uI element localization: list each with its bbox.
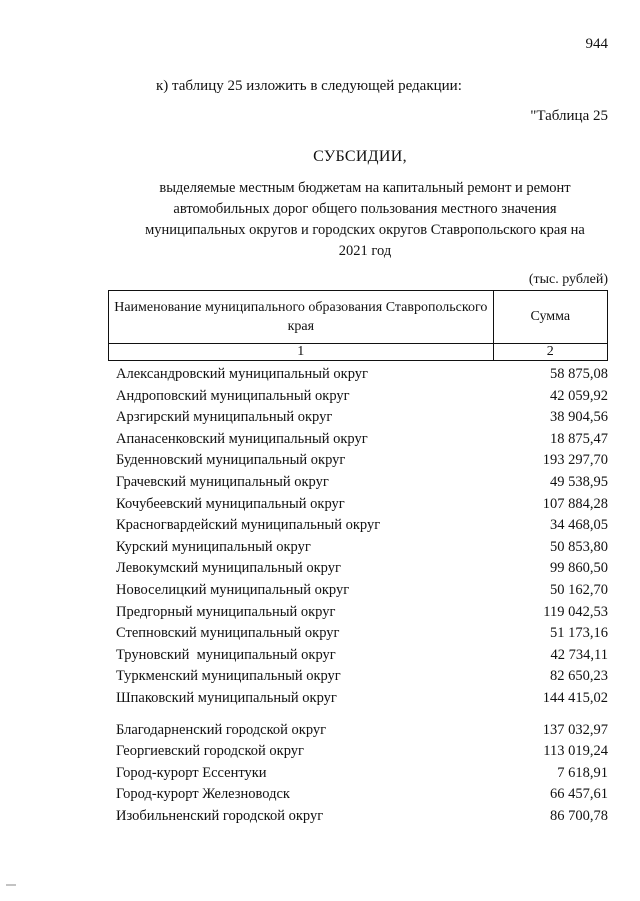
row-value: 34 468,05	[550, 517, 608, 534]
table-row	[116, 515, 610, 537]
row-name: Степновский муниципальный округ	[116, 625, 340, 642]
document-subtitle: выделяемые местным бюджетам на капитальный ремонт и ремонт автомобильных дорог общего пользования местного значения муниципальных округов и городских округов Ставропольского края на 2021 год	[145, 180, 585, 259]
table-row	[116, 386, 610, 408]
row-name: Андроповский муниципальный округ	[116, 387, 350, 404]
row-name: Красногвардейский муниципальный округ	[116, 517, 381, 534]
row-value: 86 700,78	[550, 807, 608, 824]
table-row	[116, 688, 610, 710]
row-name: Кочубеевский муниципальный округ	[116, 495, 345, 512]
row-value: 49 538,95	[550, 473, 608, 490]
column-number-1: 1	[109, 344, 494, 361]
row-name: Апанасенковский муниципальный округ	[116, 430, 368, 447]
row-name: Александровский муниципальный округ	[116, 366, 368, 382]
table-row	[116, 537, 610, 559]
table-row	[116, 429, 610, 451]
row-name: Грачевский муниципальный округ	[116, 473, 329, 490]
row-value: 50 853,80	[550, 538, 608, 555]
table-row	[116, 364, 610, 386]
scan-artifact	[6, 884, 16, 886]
row-name: Туркменский муниципальный округ	[116, 668, 341, 685]
page-number: 944	[585, 36, 608, 52]
row-value: 66 457,61	[550, 786, 608, 803]
row-value: 7 618,91	[557, 764, 608, 781]
column-number-2: 2	[493, 344, 607, 361]
row-value: 107 884,28	[542, 495, 608, 512]
document-title: СУБСИДИИ,	[313, 148, 407, 165]
table-caption: "Таблица 25	[530, 108, 608, 124]
table-body	[116, 364, 610, 827]
row-name: Буденновский муниципальный округ	[116, 452, 346, 469]
table-row	[116, 623, 610, 645]
row-name: Георгиевский городской округ	[116, 743, 304, 760]
row-name: Труновский муниципальный округ	[116, 646, 336, 663]
table-row	[116, 494, 610, 516]
row-value: 58 875,08	[550, 366, 608, 382]
table-row	[116, 720, 610, 742]
row-name: Предгорный муниципальный округ	[116, 603, 336, 620]
table-row	[116, 602, 610, 624]
table-row	[116, 763, 610, 785]
row-value: 113 019,24	[543, 743, 608, 760]
row-name: Арзгирский муниципальный округ	[116, 409, 333, 426]
row-name: Город-курорт Ессентуки	[116, 764, 267, 781]
row-value: 99 860,50	[550, 560, 608, 577]
row-value: 42 059,92	[550, 387, 608, 404]
row-value: 144 415,02	[542, 689, 608, 706]
table-row	[116, 645, 610, 667]
row-value: 82 650,23	[550, 668, 608, 685]
row-name: Левокумский муниципальный округ	[116, 560, 341, 577]
row-value: 42 734,11	[550, 646, 608, 663]
row-name: Новоселицкий муниципальный округ	[116, 581, 350, 598]
row-name: Город-курорт Железноводск	[116, 786, 290, 803]
unit-note: (тыс. рублей)	[528, 272, 608, 287]
table-row	[116, 741, 610, 763]
row-value: 51 173,16	[550, 625, 608, 642]
row-name: Курский муниципальный округ	[116, 538, 311, 555]
table-row	[116, 407, 610, 429]
row-value: 38 904,56	[550, 409, 608, 426]
table-header	[108, 290, 608, 361]
row-name: Шпаковский муниципальный округ	[116, 689, 337, 706]
intro-text: к) таблицу 25 изложить в следующей редакции:	[156, 78, 462, 94]
table-row	[116, 472, 610, 494]
table-row	[116, 450, 610, 472]
table-row	[116, 806, 610, 828]
row-value: 119 042,53	[543, 603, 608, 620]
table-row	[116, 580, 610, 602]
row-name: Изобильненский городской округ	[116, 807, 324, 824]
table-row	[116, 558, 610, 580]
row-value: 193 297,70	[542, 452, 608, 469]
row-value: 137 032,97	[542, 721, 608, 738]
column-header-name: Наименование муниципального образования Ставропольского края	[109, 291, 494, 344]
table-row	[116, 784, 610, 806]
row-value: 18 875,47	[550, 430, 608, 447]
row-value: 50 162,70	[550, 581, 608, 598]
row-name: Благодарненский городской округ	[116, 721, 327, 738]
table-row	[116, 666, 610, 688]
column-header-sum: Сумма	[493, 291, 607, 344]
